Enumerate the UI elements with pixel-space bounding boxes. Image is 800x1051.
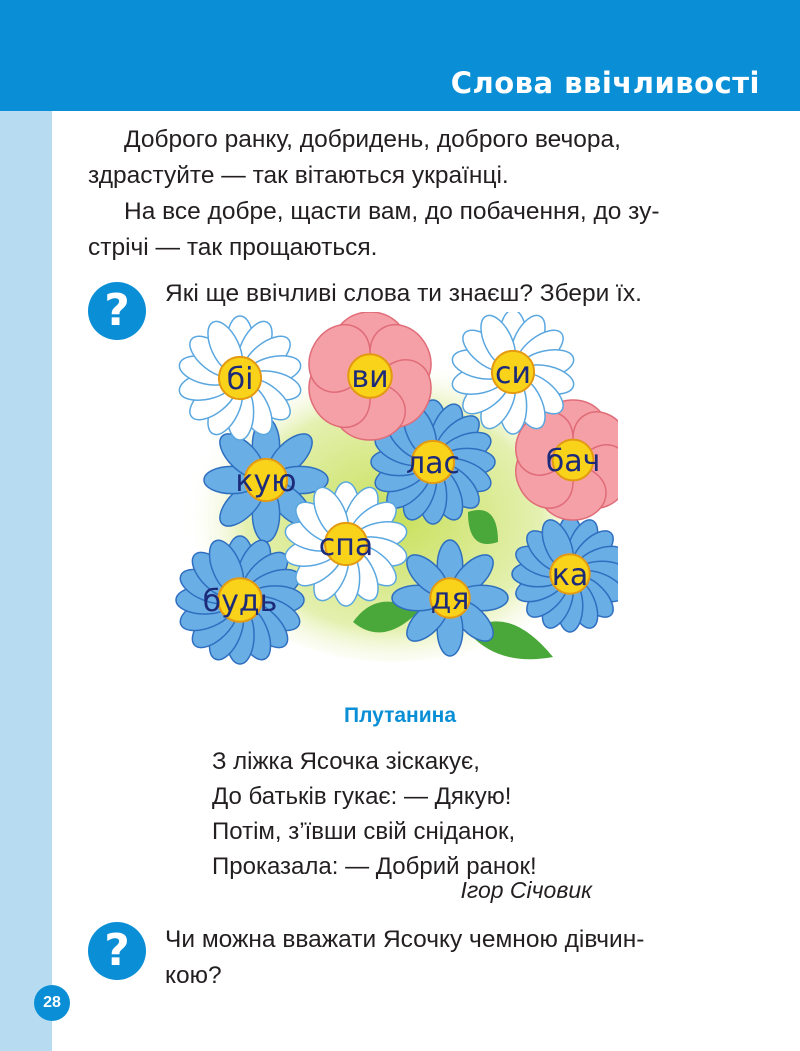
syllable-label: спа	[318, 528, 374, 563]
side-strip	[0, 111, 52, 1051]
question-1-text: Які ще ввічливі слова ти знаєш? Збери їх.	[165, 280, 642, 307]
syllable-label: ви	[351, 360, 389, 395]
poem-line: З ліжка Ясочка зіскакує,	[212, 748, 480, 775]
intro-line-3: На все добре, щасти вам, до побачення, до зу-	[124, 198, 660, 225]
syllable-label: кую	[235, 464, 297, 499]
intro-line-2: здрастуйте — так вітаються українці.	[88, 162, 509, 189]
question-icon: ?	[88, 282, 146, 340]
syllable-label: ка	[551, 558, 589, 593]
syllable-label: бі	[226, 362, 254, 397]
question-2-line-2: кою?	[165, 962, 222, 989]
poem-author: Ігор Січовик	[460, 877, 592, 903]
question-2-text	[165, 922, 644, 994]
poem-line: До батьків гукає: — Дякую!	[212, 783, 512, 810]
poem	[212, 744, 537, 884]
syllable-label: си	[495, 356, 531, 391]
poem-title: Плутанина	[343, 704, 456, 727]
intro-line-4: стрічі — так прощаються.	[88, 234, 378, 261]
page-number: 28	[34, 985, 70, 1021]
intro-text	[88, 122, 736, 266]
syllable-label: бач	[545, 444, 601, 479]
poem-line: Проказала: — Добрий ранок!	[212, 853, 537, 880]
syllable-label: дя	[430, 582, 470, 617]
question-icon: ?	[88, 922, 146, 980]
page-title: Слова ввічливості	[450, 66, 760, 100]
question-2-line-1: Чи можна вважати Ясочку чемною дівчин-	[165, 926, 645, 953]
poem-line: Потім, з’ївши свій сніданок,	[212, 818, 516, 845]
intro-line-1: Доброго ранку, добридень, доброго вечора,	[124, 126, 621, 153]
flower-illustration	[168, 312, 618, 672]
syllable-label: будь	[202, 584, 278, 619]
syllable-label: лас	[405, 446, 461, 481]
